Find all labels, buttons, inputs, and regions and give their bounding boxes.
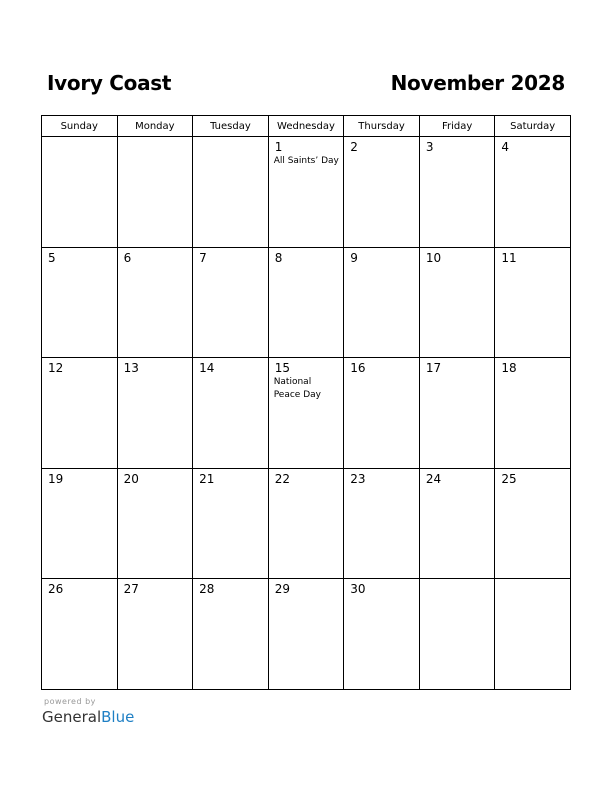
day-number: 5: [48, 250, 56, 265]
day-number: 12: [48, 361, 64, 376]
weekday-tuesday: Tuesday: [193, 116, 269, 137]
calendar-grid: [41, 115, 571, 690]
month-year-title: November 2028: [390, 71, 565, 95]
day-cell: [268, 468, 344, 579]
day-number: 24: [425, 471, 442, 486]
day-number: 21: [199, 471, 215, 486]
day-number: 15: [274, 361, 290, 376]
weekday-header-row: [42, 116, 571, 137]
brand-blue-text: Blue: [101, 708, 135, 726]
day-number: 4: [501, 140, 510, 154]
day-cell: [344, 579, 420, 690]
day-cell: [268, 247, 344, 358]
weekday-wednesday: Wednesday: [268, 116, 344, 137]
day-cell: [495, 579, 571, 690]
week-row: [42, 579, 571, 690]
country-title: Ivory Coast: [47, 71, 172, 95]
day-number: 22: [274, 471, 290, 486]
weekday-friday: Friday: [419, 116, 495, 137]
day-cell: [268, 137, 344, 248]
week-row: [42, 468, 571, 579]
day-number: 1: [274, 140, 283, 154]
day-cell: [268, 579, 344, 690]
day-cell: [193, 137, 269, 248]
day-cell: [344, 358, 420, 469]
day-cell: [193, 468, 269, 579]
day-cell: [419, 468, 495, 579]
day-number: 2: [350, 140, 358, 154]
day-cell: [419, 247, 495, 358]
day-cell: [42, 579, 118, 690]
day-cell: [419, 579, 495, 690]
weekday-monday: Monday: [117, 116, 193, 137]
day-number: 17: [425, 361, 442, 376]
day-cell: [42, 468, 118, 579]
day-number: 3: [425, 140, 434, 154]
day-cell: [419, 137, 495, 248]
holiday-label: National Peace Day: [273, 377, 321, 401]
day-cell: [344, 137, 420, 248]
day-number: 26: [48, 582, 64, 597]
day-number: 16: [350, 361, 366, 376]
generalblue-logo[interactable]: [42, 708, 134, 726]
day-cell: [495, 137, 571, 248]
day-number: 23: [350, 471, 366, 486]
holiday-label: All Saints’ Day: [273, 156, 339, 166]
day-number: 6: [123, 250, 132, 265]
day-cell: [117, 137, 193, 248]
day-cell: [42, 137, 118, 248]
day-cell: [419, 358, 495, 469]
day-number: 27: [123, 582, 139, 597]
day-cell: [42, 358, 118, 469]
day-cell: [193, 358, 269, 469]
week-row: [42, 137, 571, 248]
day-number: 8: [274, 250, 283, 265]
day-cell: [344, 247, 420, 358]
day-number: 29: [274, 582, 290, 597]
day-cell: [117, 468, 193, 579]
brand-general-text: General: [42, 708, 102, 726]
day-number: 7: [199, 250, 207, 265]
day-cell: [268, 358, 344, 469]
day-cell: [495, 247, 571, 358]
powered-by-text: powered by: [44, 697, 96, 706]
weekday-sunday: Sunday: [42, 116, 118, 137]
day-cell: [344, 468, 420, 579]
day-number: 28: [199, 582, 215, 597]
day-cell: [117, 247, 193, 358]
day-cell: [193, 579, 269, 690]
day-cell: [193, 247, 269, 358]
week-row: [42, 358, 571, 469]
day-number: 18: [501, 361, 517, 376]
day-number: 14: [199, 361, 215, 376]
weekday-saturday: Saturday: [495, 116, 571, 137]
day-number: 10: [425, 250, 442, 265]
day-cell: [117, 579, 193, 690]
day-number: 13: [123, 361, 139, 376]
week-row: [42, 247, 571, 358]
day-cell: [495, 358, 571, 469]
weekday-thursday: Thursday: [344, 116, 420, 137]
day-number: 9: [350, 250, 358, 265]
day-number: 30: [350, 582, 366, 597]
day-cell: [42, 247, 118, 358]
day-number: 11: [501, 250, 517, 265]
day-cell: [495, 468, 571, 579]
day-number: 20: [123, 471, 139, 486]
day-number: 25: [501, 471, 517, 486]
day-number: 19: [48, 471, 64, 486]
day-cell: [117, 358, 193, 469]
